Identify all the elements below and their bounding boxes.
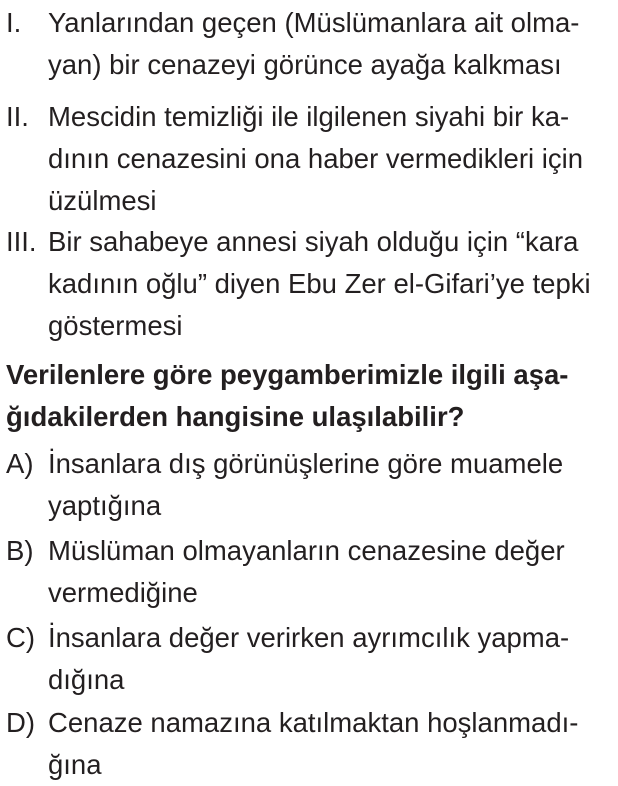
option-text: İnsanlara değer verirken ayrımcılık yapma- dığına	[48, 622, 570, 695]
premise-marker: III.	[6, 226, 37, 257]
premise-marker: I.	[6, 7, 22, 38]
premise-text: Mescidin temizliği ile ilgilenen siyahi bir ka- dının cenazesini ona haber vermedikleri için üzülmesi	[48, 101, 584, 216]
option-marker: A)	[6, 448, 34, 479]
option-marker: C)	[6, 622, 36, 653]
option-text: Cenaze namazına katılmaktan hoşlanmadı- ğına	[48, 707, 579, 780]
option-marker: D)	[6, 707, 36, 738]
premise-marker: II.	[6, 101, 29, 132]
question-stem: Verilenlere göre peygamberimizle ilgili aşa- ğıdakilerden hangisine ulaşılabilir?	[6, 359, 569, 432]
option-text: Müslüman olmayanların cenazesine değer vermediğine	[48, 535, 565, 608]
option-marker: B)	[6, 535, 34, 566]
premise-text: Yanlarından geçen (Müslümanlara ait olma- yan) bir cenazeyi görünce ayağa kalkması	[48, 7, 580, 80]
option-text: İnsanlara dış görünüşlerine göre muamele yaptığına	[48, 448, 564, 521]
premise-text: Bir sahabeye annesi siyah olduğu için “kara kadının oğlu” diyen Ebu Zer el-Gifari’ye tepki göstermesi	[48, 226, 591, 341]
